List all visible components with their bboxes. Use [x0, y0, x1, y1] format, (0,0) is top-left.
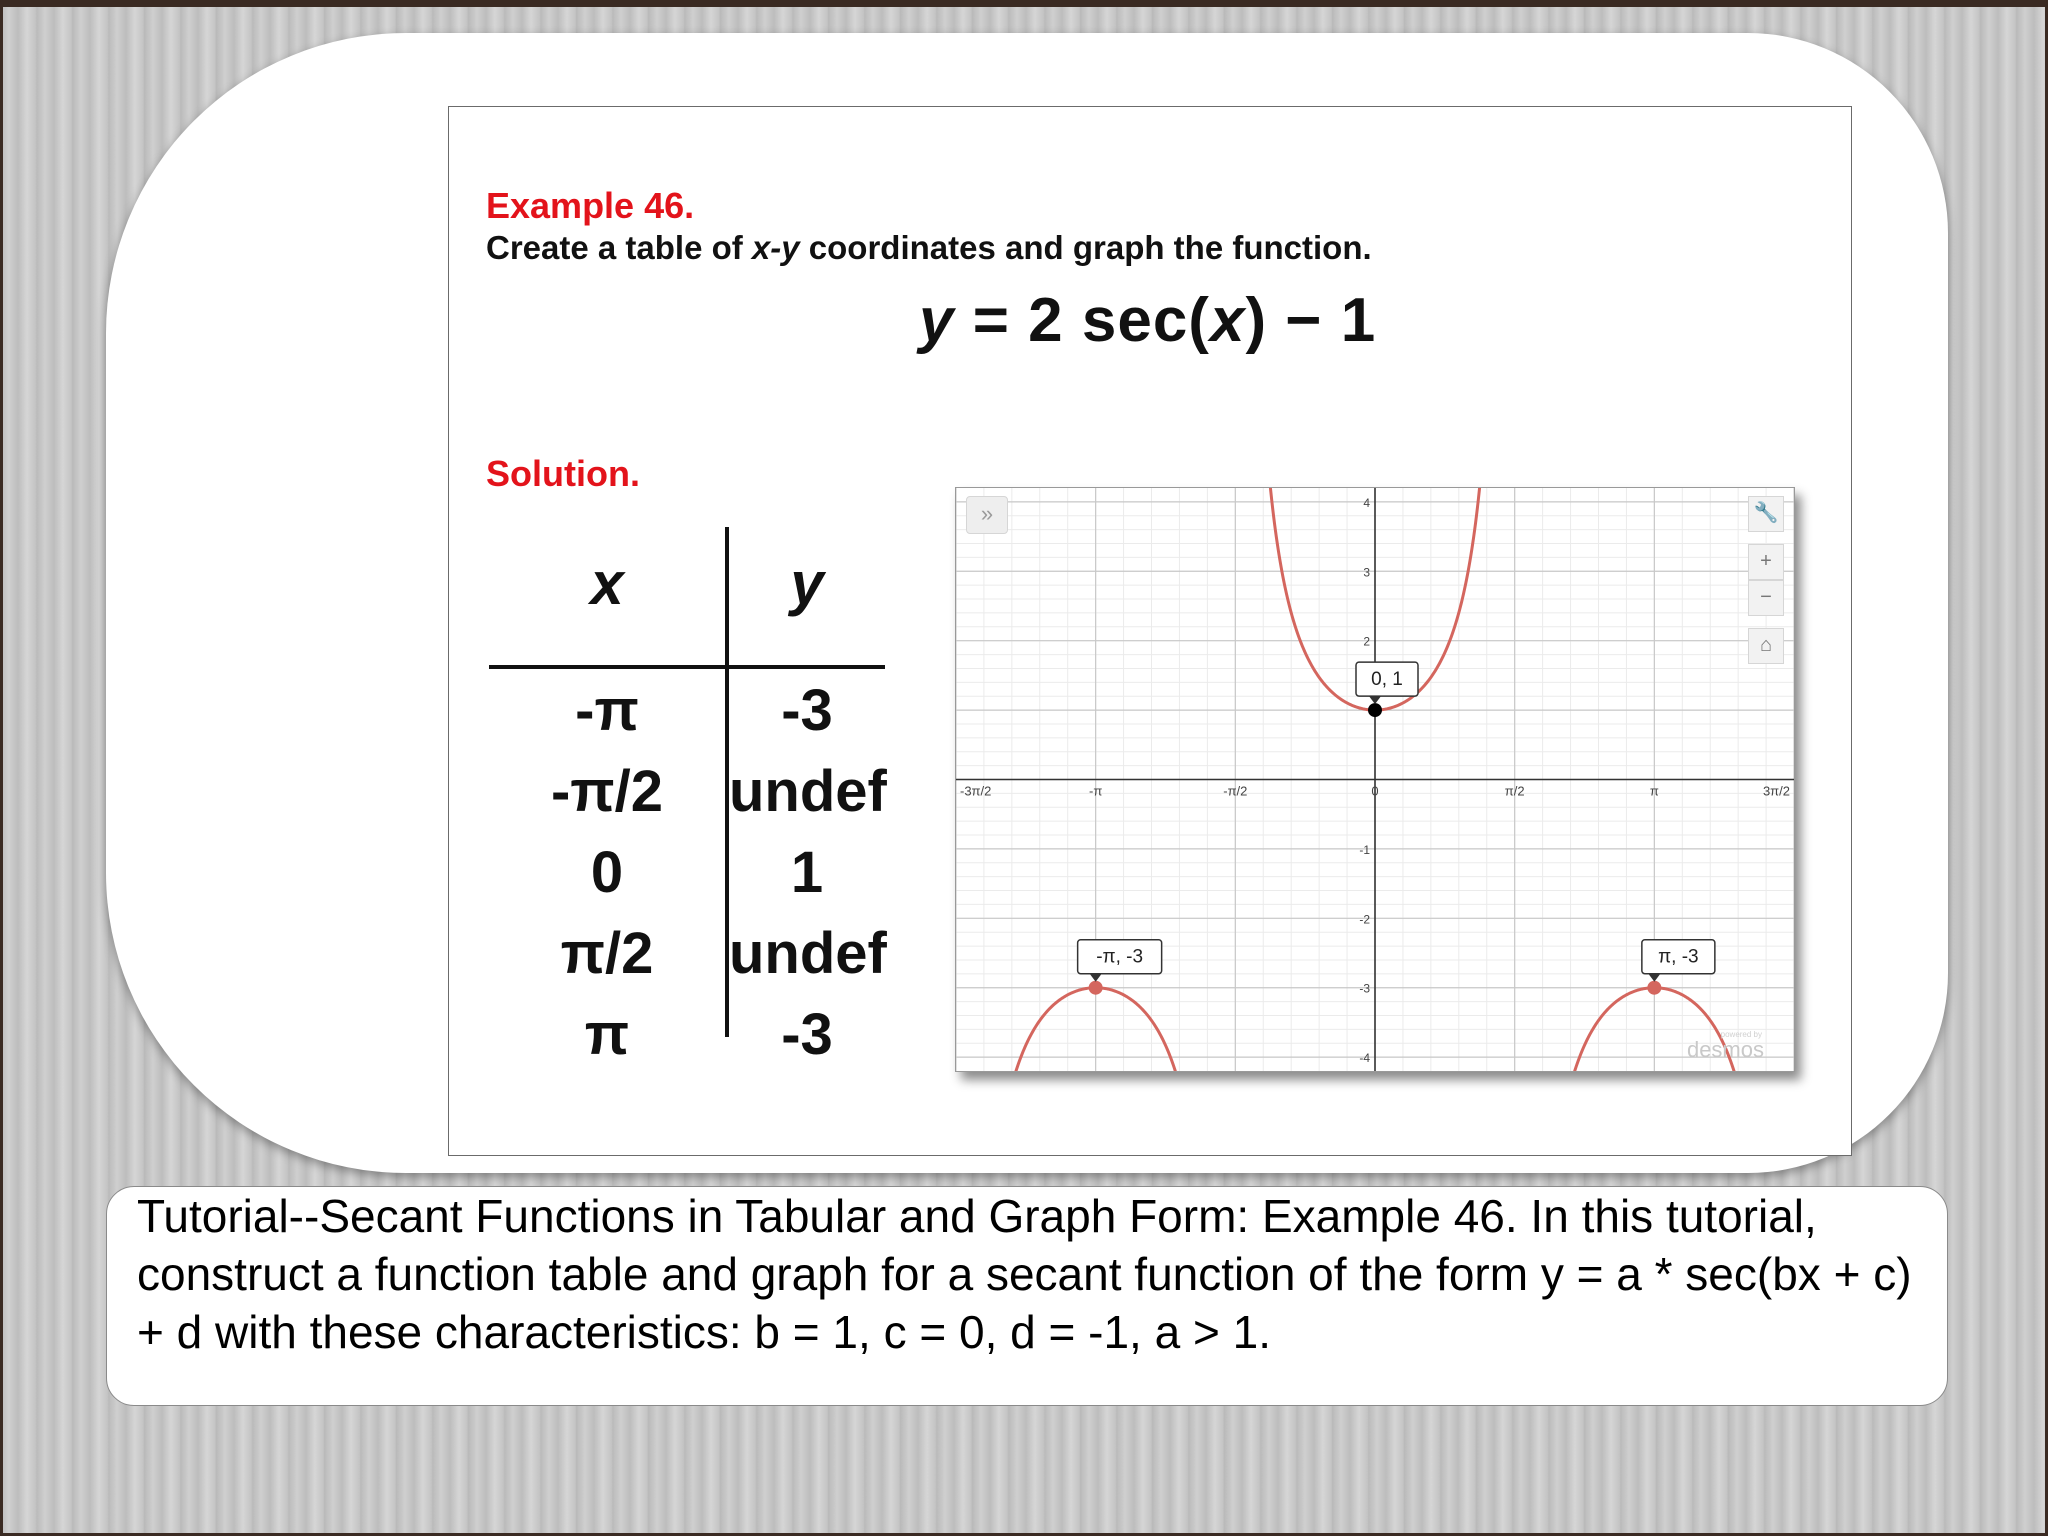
table-cell-x: -π/2 [550, 759, 664, 824]
equation-y: y [919, 286, 955, 355]
desmos-graph[interactable] [955, 487, 1795, 1072]
task-prefix: Create a table of [486, 229, 752, 266]
x-tick-label: 0 [1371, 783, 1379, 799]
table-divider-horizontal [489, 665, 885, 669]
x-tick-label: -π/2 [1223, 783, 1248, 799]
equation-x: x [1209, 286, 1246, 355]
function-equation [919, 285, 1376, 356]
table-cell-y: undef [729, 921, 887, 986]
table-cell-y: undef [729, 759, 887, 824]
brand-tagline: powered by [1720, 1030, 1762, 1039]
table-cell-x: 0 [590, 840, 624, 905]
x-tick-label: -3π/2 [960, 783, 992, 799]
table-cell-y: -3 [781, 678, 833, 743]
x-tick-label: 3π/2 [1762, 783, 1790, 799]
point-label-text: π, -3 [1658, 946, 1699, 968]
slide-panel [106, 33, 1948, 1173]
example-title: Example 46. [486, 185, 695, 226]
equation-middle: = 2 sec( [954, 286, 1210, 355]
window-frame [3, 3, 2048, 7]
table-cell-x: π/2 [560, 921, 654, 986]
point-label-pointer [1648, 974, 1660, 982]
lesson-slide [448, 106, 1852, 1156]
y-tick-label: -1 [1359, 842, 1370, 857]
x-tick-label: -π [1088, 783, 1103, 799]
solution-label: Solution. [486, 453, 640, 494]
table-cell-y: -3 [781, 1002, 833, 1067]
point-label-text: 0, 1 [1371, 669, 1403, 691]
y-tick-label: -4 [1359, 1051, 1370, 1066]
graph-canvas[interactable] [956, 488, 1794, 1071]
point-marker [1368, 703, 1382, 717]
point-label-pointer [1369, 696, 1381, 704]
table-header-x: x [590, 550, 624, 617]
task-variable: x-y [751, 229, 800, 266]
task-suffix: coordinates and graph the function. [799, 229, 1372, 266]
y-tick-label: 3 [1363, 565, 1370, 580]
y-tick-label: -3 [1359, 981, 1370, 996]
point-marker [1647, 981, 1661, 995]
caption-box [106, 1186, 1948, 1406]
point-label-text: -π, -3 [1096, 946, 1144, 968]
x-tick-label: π [1649, 783, 1659, 799]
y-tick-label: 4 [1363, 495, 1370, 510]
zoom-out-icon[interactable]: − [1748, 580, 1784, 616]
xy-table [489, 527, 887, 1067]
zoom-in-icon[interactable]: + [1748, 544, 1784, 580]
x-tick-label: π/2 [1504, 783, 1525, 799]
home-icon[interactable]: ⌂ [1748, 628, 1784, 664]
task-instruction [486, 229, 1372, 267]
table-cell-y: 1 [790, 840, 824, 905]
point-label-pointer [1090, 974, 1102, 982]
wrench-icon[interactable]: 🔧 [1748, 496, 1784, 532]
equation-rest: ) − 1 [1245, 286, 1377, 355]
table-cell-x: -π [575, 678, 639, 743]
desmos-logo: desmos [1686, 1037, 1764, 1062]
table-header-y: y [790, 550, 824, 617]
expand-panel-button[interactable]: » [966, 496, 1008, 534]
y-tick-label: -2 [1359, 912, 1370, 927]
caption-text: Tutorial--Secant Functions in Tabular and Graph Form: Example 46. In this tutorial, construct a function table and graph for a secant function of the form y = a * sec(bx + c) + d with these characteristics: b = 1, c = 0, d = -1, a > 1. [137, 1190, 1912, 1358]
point-marker [1089, 981, 1103, 995]
table-cell-x: π [584, 1002, 630, 1067]
y-tick-label: 2 [1363, 634, 1370, 649]
